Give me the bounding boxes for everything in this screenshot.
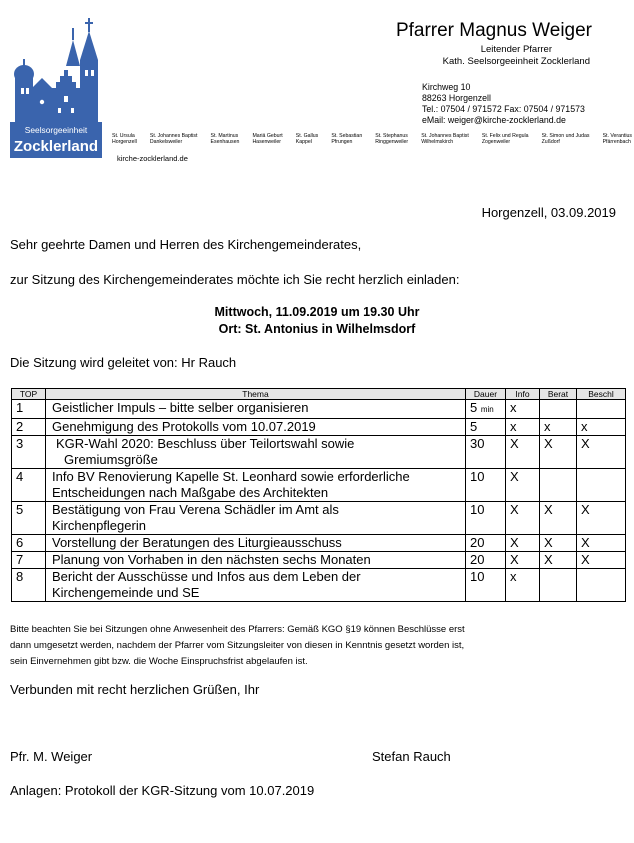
parish-logo bbox=[10, 18, 102, 158]
topic-line: Planung von Vorhaben in den nächsten sechs Monaten bbox=[52, 552, 371, 567]
beschl-mark: x bbox=[577, 419, 626, 436]
table-row bbox=[12, 469, 626, 502]
info-mark: x bbox=[506, 419, 540, 436]
table-row bbox=[12, 552, 626, 569]
parish-item: Mariä Geburt Hasenweiler bbox=[252, 133, 283, 145]
closing-greeting: Verbunden mit recht herzlichen Grüßen, Ihr bbox=[10, 682, 260, 697]
topic-line: Gremiumsgröße bbox=[64, 452, 158, 467]
duration-cell bbox=[466, 569, 506, 602]
info-mark: X bbox=[506, 436, 540, 469]
info-mark: X bbox=[506, 502, 540, 535]
beschl-mark: X bbox=[577, 502, 626, 535]
website-link[interactable]: kirche-zocklerland.de bbox=[117, 154, 188, 163]
top-number: 1 bbox=[12, 400, 46, 419]
church-logo-icon bbox=[10, 18, 102, 158]
logo-subtitle: Seelsorgeeinheit bbox=[24, 125, 88, 135]
top-number: 2 bbox=[12, 419, 46, 436]
berat-mark bbox=[540, 400, 577, 419]
table-row bbox=[12, 502, 626, 535]
table-row bbox=[12, 569, 626, 602]
topic-line: Vorstellung der Beratungen des Liturgieausschuss bbox=[52, 535, 342, 550]
berat-mark: x bbox=[540, 419, 577, 436]
info-mark: x bbox=[506, 569, 540, 602]
beschl-mark bbox=[577, 569, 626, 602]
notice-line: sein Einvernehmen gibt bzw. die Woche Einspruchsfrist abgelaufen ist. bbox=[10, 656, 308, 667]
topic-cell bbox=[46, 436, 466, 469]
table-row bbox=[12, 535, 626, 552]
parish-item: St. Verantius Pfärrenbach bbox=[602, 133, 632, 145]
berat-mark: X bbox=[540, 436, 577, 469]
duration-value: 5 bbox=[470, 419, 478, 434]
top-number: 4 bbox=[12, 469, 46, 502]
sender-role: Leitender Pfarrer bbox=[480, 44, 552, 55]
meeting-chair: Die Sitzung wird geleitet von: Hr Rauch bbox=[10, 355, 237, 370]
sender-name: Pfarrer Magnus Weiger bbox=[395, 20, 592, 41]
berat-mark: X bbox=[540, 535, 577, 552]
topic-cell bbox=[46, 419, 466, 436]
beschl-mark: X bbox=[577, 436, 626, 469]
beschl-mark bbox=[577, 400, 626, 419]
info-mark: X bbox=[506, 469, 540, 502]
parish-item: St. Stephanus Ringgenweiler bbox=[375, 133, 409, 145]
top-number: 5 bbox=[12, 502, 46, 535]
meeting-datetime: Mittwoch, 11.09.2019 um 19.30 Uhr bbox=[214, 305, 420, 319]
col-header-dauer: Dauer bbox=[466, 389, 506, 400]
duration-cell bbox=[466, 469, 506, 502]
topic-line: Info BV Renovierung Kapelle St. Leonhard sowie erforderliche bbox=[52, 469, 410, 484]
topic-line: Kirchenpflegerin bbox=[52, 518, 146, 533]
col-header-berat: Berat bbox=[540, 389, 577, 400]
parish-item: St. Ursula Horgenzell bbox=[112, 133, 137, 145]
topic-cell bbox=[46, 569, 466, 602]
duration-cell bbox=[466, 535, 506, 552]
agenda-header-row bbox=[12, 389, 626, 400]
address-city: 88263 Horgenzell bbox=[422, 93, 491, 103]
beschl-mark: X bbox=[577, 552, 626, 569]
berat-mark bbox=[540, 569, 577, 602]
kgo-notice bbox=[10, 622, 622, 670]
duration-unit: min bbox=[480, 405, 494, 414]
topic-line: Entscheidungen nach Maßgabe des Architekten bbox=[52, 485, 329, 500]
topic-cell bbox=[46, 552, 466, 569]
parish-item: St. Gallus Kappel bbox=[295, 133, 319, 145]
duration-cell bbox=[466, 400, 506, 419]
notice-line: dann umgesetzt werden, nachdem der Pfarrer vom Sitzungsleiter von diesen in Kenntnis gesetzt worden ist, bbox=[10, 640, 465, 651]
parish-list bbox=[112, 133, 632, 145]
duration-cell bbox=[466, 436, 506, 469]
duration-value: 20 bbox=[470, 552, 485, 567]
topic-cell bbox=[46, 469, 466, 502]
topic-cell bbox=[46, 535, 466, 552]
letter-date: Horgenzell, 03.09.2019 bbox=[481, 205, 616, 220]
beschl-mark bbox=[577, 469, 626, 502]
top-number: 3 bbox=[12, 436, 46, 469]
parish-item: St. Sebastian Pfrungen bbox=[331, 133, 363, 145]
parish-item: St. Martinus Esenhausen bbox=[210, 133, 240, 145]
address-phone: Tel.: 07504 / 971572 Fax: 07504 / 971573 bbox=[422, 104, 585, 114]
topic-line: Genehmigung des Protokolls vom 10.07.2019 bbox=[52, 419, 316, 434]
duration-cell bbox=[466, 552, 506, 569]
parish-item: St. Felix und Regula Zogenweiler bbox=[481, 133, 529, 145]
beschl-mark: X bbox=[577, 535, 626, 552]
sender-address bbox=[422, 82, 585, 126]
info-mark: x bbox=[506, 400, 540, 419]
duration-value: 10 bbox=[470, 569, 485, 584]
duration-value: 10 bbox=[470, 502, 485, 517]
duration-value: 10 bbox=[470, 469, 485, 484]
info-mark: X bbox=[506, 535, 540, 552]
signer-chair: Stefan Rauch bbox=[372, 749, 451, 764]
duration-cell bbox=[466, 502, 506, 535]
topic-line: Bestätigung von Frau Verena Schädler im Amt als bbox=[52, 502, 339, 517]
col-header-top: TOP bbox=[12, 389, 46, 400]
parish-item: St. Johannes Baptist Dankelsweiler bbox=[149, 133, 198, 145]
parish-item: St. Johannes Baptist Wilhelmskirch bbox=[421, 133, 469, 145]
meeting-location: Ort: St. Antonius in Wilhelmsdorf bbox=[218, 322, 416, 336]
logo-title: Zocklerland bbox=[13, 138, 99, 155]
signer-pastor: Pfr. M. Weiger bbox=[10, 749, 93, 764]
address-email: eMail: weiger@kirche-zocklerland.de bbox=[422, 115, 566, 125]
attachments: Anlagen: Protokoll der KGR-Sitzung vom 10.07.2019 bbox=[10, 783, 315, 798]
invitation-text: zur Sitzung des Kirchengemeinderates möchte ich Sie recht herzlich einladen: bbox=[10, 272, 460, 287]
duration-value: 20 bbox=[470, 535, 485, 550]
top-number: 8 bbox=[12, 569, 46, 602]
duration-cell bbox=[466, 419, 506, 436]
berat-mark: X bbox=[540, 502, 577, 535]
duration-value: 5 bbox=[470, 400, 478, 415]
notice-line: Bitte beachten Sie bei Sitzungen ohne Anwesenheit des Pfarrers: Gemäß KGO §19 können Beschlüsse erst bbox=[10, 624, 465, 635]
parish-item: St. Simon und Judas Zußdorf bbox=[541, 133, 590, 145]
berat-mark bbox=[540, 469, 577, 502]
address-street: Kirchweg 10 bbox=[422, 82, 471, 92]
table-row bbox=[12, 400, 626, 419]
topic-cell bbox=[46, 502, 466, 535]
table-row bbox=[12, 419, 626, 436]
duration-value: 30 bbox=[470, 436, 485, 451]
berat-mark: X bbox=[540, 552, 577, 569]
topic-line: KGR-Wahl 2020: Beschluss über Teilortswahl sowie bbox=[56, 436, 355, 451]
topic-cell bbox=[46, 400, 466, 419]
info-mark: X bbox=[506, 552, 540, 569]
top-number: 7 bbox=[12, 552, 46, 569]
topic-line: Bericht der Ausschüsse und Infos aus dem Leben der bbox=[52, 569, 361, 584]
sender-organization: Kath. Seelsorgeeinheit Zocklerland bbox=[442, 56, 590, 67]
col-header-thema: Thema bbox=[46, 389, 466, 400]
col-header-beschl: Beschl bbox=[577, 389, 626, 400]
topic-line: Geistlicher Impuls – bitte selber organisieren bbox=[52, 400, 309, 415]
topic-line: Kirchengemeinde und SE bbox=[52, 585, 200, 600]
table-row bbox=[12, 436, 626, 469]
agenda-table bbox=[11, 388, 626, 602]
top-number: 6 bbox=[12, 535, 46, 552]
salutation: Sehr geehrte Damen und Herren des Kirchengemeinderates, bbox=[10, 237, 362, 252]
col-header-info: Info bbox=[506, 389, 540, 400]
